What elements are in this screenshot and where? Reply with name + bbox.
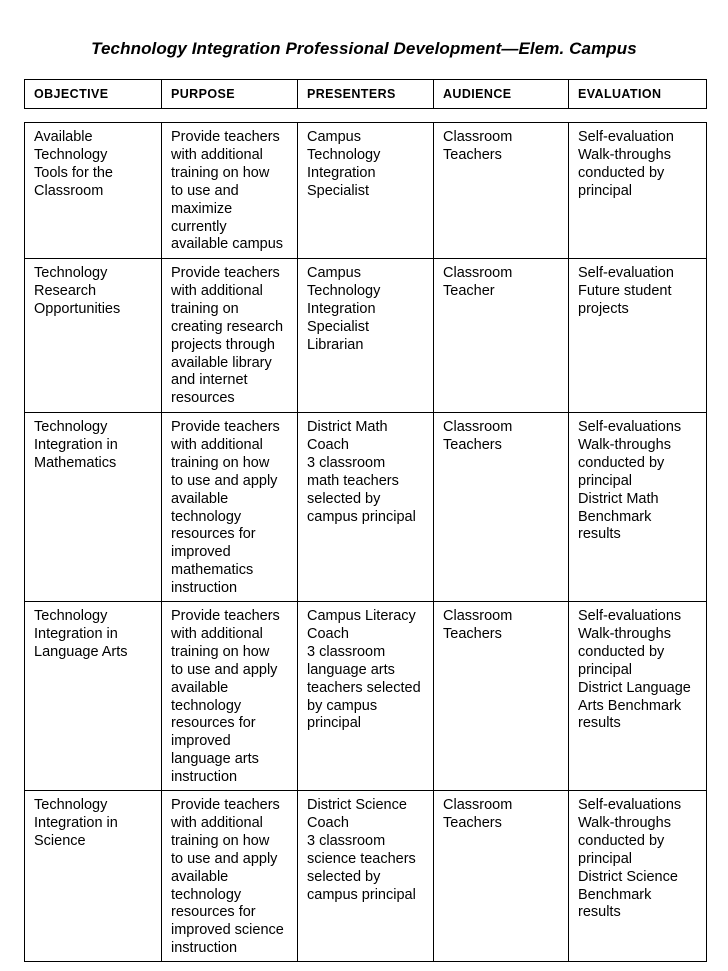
cell-text-line: District Science xyxy=(307,797,407,813)
cell-text-line: training on how xyxy=(171,454,270,471)
cell-text-line: Walk-throughs xyxy=(578,436,671,453)
cell-text-line: Walk-throughs xyxy=(578,625,671,642)
cell-text-line: and internet xyxy=(171,372,248,389)
cell-text-line: Integration xyxy=(307,300,376,317)
cell-text-line: Benchmark xyxy=(578,508,652,525)
cell-presenters xyxy=(298,259,434,413)
cell-text-line: instruction xyxy=(171,580,238,597)
cell-text-line: Future student xyxy=(578,282,672,299)
cell-text-line: available library xyxy=(171,354,272,371)
cell-text-line: Technology xyxy=(34,608,108,624)
cell-objective xyxy=(25,602,162,791)
table-row xyxy=(25,791,707,962)
cell-text-line: Provide teachers xyxy=(171,265,280,281)
cell-text-line: conducted by xyxy=(578,164,665,181)
cell-text-line: technology xyxy=(171,886,242,903)
cell-text-line: Coach xyxy=(307,625,349,642)
cell-text-line: Teachers xyxy=(443,146,502,163)
header-audience: AUDIENCE xyxy=(434,80,569,109)
header-presenters: PRESENTERS xyxy=(298,80,434,109)
cell-text-line: Classroom xyxy=(443,129,513,145)
cell-text-line: Integration in xyxy=(34,625,118,642)
cell-evaluation xyxy=(569,123,707,259)
cell-text-line: Integration in xyxy=(34,436,118,453)
cell-text-line: Campus Literacy xyxy=(307,608,416,624)
cell-text-line: selected by xyxy=(307,490,381,507)
cell-text-line: by campus xyxy=(307,697,378,714)
cell-text-line: with additional xyxy=(171,625,263,642)
cell-purpose xyxy=(162,791,298,962)
cell-text-line: Integration xyxy=(307,164,376,181)
cell-text-line: Coach xyxy=(307,814,349,831)
cell-text-line: Technology xyxy=(34,265,108,281)
cell-audience xyxy=(434,413,569,602)
cell-text-line: Coach xyxy=(307,436,349,453)
cell-text-line: available xyxy=(171,490,229,507)
cell-text-line: District Science xyxy=(578,868,678,885)
cell-text-line: results xyxy=(578,715,621,732)
plan-table xyxy=(24,122,707,962)
cell-text-line: Teachers xyxy=(443,625,502,642)
cell-text-line: Available xyxy=(34,129,93,145)
cell-text-line: Technology xyxy=(307,146,381,163)
cell-text-line: Technology xyxy=(34,419,108,435)
cell-text-line: Specialist xyxy=(307,318,370,335)
cell-text-line: to use and apply xyxy=(171,661,278,678)
cell-text-line: Benchmark xyxy=(578,886,652,903)
cell-text-line: mathematics xyxy=(171,562,254,579)
cell-text-line: projects xyxy=(578,300,629,317)
cell-text-line: improved science xyxy=(171,922,284,939)
cell-evaluation xyxy=(569,259,707,413)
cell-text-line: 3 classroom xyxy=(307,832,386,849)
cell-text-line: instruction xyxy=(171,769,238,786)
cell-text-line: currently xyxy=(171,218,227,235)
cell-text-line: principal xyxy=(578,850,632,867)
cell-text-line: Classroom xyxy=(443,265,513,281)
cell-text-line: Classroom xyxy=(34,182,104,199)
cell-text-line: creating research xyxy=(171,318,284,335)
header-purpose: PURPOSE xyxy=(162,80,298,109)
cell-text-line: Self-evaluation xyxy=(578,265,674,281)
cell-text-line: Teacher xyxy=(443,282,495,299)
table-row xyxy=(25,413,707,602)
cell-text-line: technology xyxy=(171,508,242,525)
cell-text-line: 3 classroom xyxy=(307,643,386,660)
cell-purpose xyxy=(162,413,298,602)
cell-text-line: selected by xyxy=(307,868,381,885)
header-evaluation: EVALUATION xyxy=(569,80,707,109)
table-row xyxy=(25,259,707,413)
cell-text-line: teachers selected xyxy=(307,679,421,696)
cell-text-line: District Math xyxy=(307,419,388,435)
cell-text-line: Self-evaluations xyxy=(578,608,682,624)
cell-text-line: Provide teachers xyxy=(171,419,280,435)
cell-text-line: campus principal xyxy=(307,508,416,525)
cell-purpose xyxy=(162,259,298,413)
cell-text-line: conducted by xyxy=(578,832,665,849)
cell-text-line: language arts xyxy=(307,661,395,678)
cell-audience xyxy=(434,602,569,791)
cell-text-line: results xyxy=(578,526,621,543)
cell-text-line: language arts xyxy=(171,751,259,768)
cell-purpose xyxy=(162,602,298,791)
cell-text-line: District Language xyxy=(578,679,691,696)
cell-text-line: to use and xyxy=(171,182,239,199)
cell-text-line: with additional xyxy=(171,814,263,831)
cell-text-line: Classroom xyxy=(443,608,513,624)
cell-text-line: Technology xyxy=(307,282,381,299)
cell-text-line: District Math xyxy=(578,490,659,507)
cell-text-line: Walk-throughs xyxy=(578,146,671,163)
header-objective: OBJECTIVE xyxy=(25,80,162,109)
cell-text-line: Campus xyxy=(307,129,361,145)
cell-evaluation xyxy=(569,413,707,602)
cell-text-line: with additional xyxy=(171,436,263,453)
cell-objective xyxy=(25,123,162,259)
cell-presenters xyxy=(298,123,434,259)
cell-text-line: science teachers xyxy=(307,850,416,867)
cell-text-line: Mathematics xyxy=(34,454,117,471)
cell-text-line: conducted by xyxy=(578,454,665,471)
cell-text-line: training on how xyxy=(171,832,270,849)
cell-text-line: to use and apply xyxy=(171,850,278,867)
cell-text-line: Integration in xyxy=(34,814,118,831)
cell-text-line: Provide teachers xyxy=(171,608,280,624)
table-row xyxy=(25,123,707,259)
cell-text-line: Provide teachers xyxy=(171,797,280,813)
cell-text-line: Classroom xyxy=(443,419,513,435)
cell-text-line: principal xyxy=(578,661,632,678)
cell-text-line: principal xyxy=(578,472,632,489)
cell-text-line: Arts Benchmark xyxy=(578,697,682,714)
cell-text-line: resources for xyxy=(171,526,256,543)
cell-text-line: Librarian xyxy=(307,336,364,353)
cell-presenters xyxy=(298,413,434,602)
cell-text-line: instruction xyxy=(171,940,238,957)
cell-text-line: to use and apply xyxy=(171,472,278,489)
cell-text-line: Campus xyxy=(307,265,361,281)
cell-text-line: principal xyxy=(307,715,361,732)
cell-objective xyxy=(25,791,162,962)
cell-evaluation xyxy=(569,791,707,962)
cell-text-line: resources for xyxy=(171,904,256,921)
cell-text-line: principal xyxy=(578,182,632,199)
cell-objective xyxy=(25,259,162,413)
cell-text-line: Tools for the xyxy=(34,164,113,181)
table-row xyxy=(25,602,707,791)
cell-text-line: technology xyxy=(171,697,242,714)
cell-objective xyxy=(25,413,162,602)
cell-text-line: training on how xyxy=(171,643,270,660)
cell-audience xyxy=(434,259,569,413)
cell-text-line: improved xyxy=(171,733,231,750)
cell-text-line: Self-evaluations xyxy=(578,797,682,813)
cell-text-line: Self-evaluations xyxy=(578,419,682,435)
cell-text-line: Technology xyxy=(34,146,108,163)
cell-text-line: resources for xyxy=(171,715,256,732)
cell-text-line: training on xyxy=(171,300,239,317)
header-row xyxy=(25,80,707,109)
cell-text-line: 3 classroom xyxy=(307,454,386,471)
cell-text-line: projects through xyxy=(171,336,275,353)
cell-text-line: maximize xyxy=(171,200,233,217)
cell-text-line: available campus xyxy=(171,236,284,253)
cell-text-line: conducted by xyxy=(578,643,665,660)
cell-presenters xyxy=(298,602,434,791)
document-title: Technology Integration Professional Development—Elem. Campus xyxy=(91,39,637,58)
column-header-table xyxy=(24,79,707,109)
cell-purpose xyxy=(162,123,298,259)
cell-text-line: available xyxy=(171,868,229,885)
cell-text-line: with additional xyxy=(171,282,263,299)
cell-text-line: campus principal xyxy=(307,886,416,903)
cell-audience xyxy=(434,791,569,962)
cell-text-line: Opportunities xyxy=(34,300,121,317)
cell-presenters xyxy=(298,791,434,962)
cell-text-line: Research xyxy=(34,282,97,299)
cell-text-line: math teachers xyxy=(307,472,399,489)
cell-audience xyxy=(434,123,569,259)
cell-text-line: training on how xyxy=(171,164,270,181)
cell-text-line: resources xyxy=(171,390,235,407)
cell-evaluation xyxy=(569,602,707,791)
cell-text-line: Teachers xyxy=(443,814,502,831)
cell-text-line: results xyxy=(578,904,621,921)
cell-text-line: Provide teachers xyxy=(171,129,280,145)
cell-text-line: Walk-throughs xyxy=(578,814,671,831)
cell-text-line: with additional xyxy=(171,146,263,163)
cell-text-line: Science xyxy=(34,832,86,849)
cell-text-line: Teachers xyxy=(443,436,502,453)
cell-text-line: Classroom xyxy=(443,797,513,813)
cell-text-line: Language Arts xyxy=(34,643,128,660)
cell-text-line: Self-evaluation xyxy=(578,129,674,145)
cell-text-line: available xyxy=(171,679,229,696)
cell-text-line: Technology xyxy=(34,797,108,813)
cell-text-line: Specialist xyxy=(307,182,370,199)
cell-text-line: improved xyxy=(171,544,231,561)
